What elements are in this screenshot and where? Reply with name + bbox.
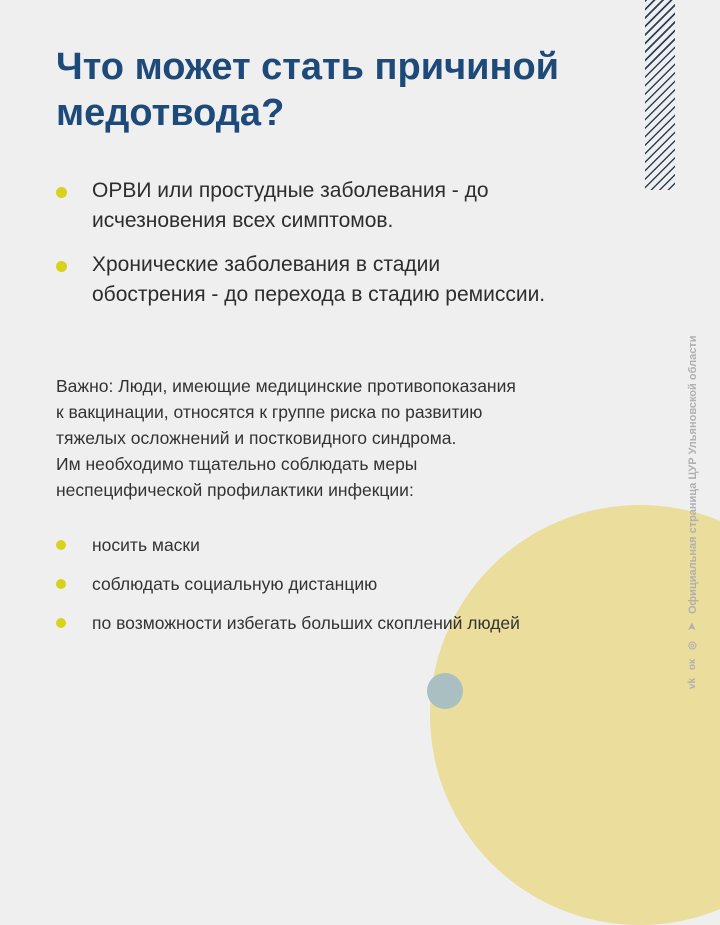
note-line: к вакцинации, относятся к группе риска по развитию <box>56 402 483 422</box>
note-line: Важно: Люди, имеющие медицинские противопоказания <box>56 376 516 396</box>
bullet-dot <box>56 579 66 589</box>
decorative-hatch-stripe <box>645 0 675 190</box>
bullet-dot <box>56 261 67 272</box>
list-item <box>56 532 656 558</box>
list-item-text: по возможности избегать больших скоплений людей <box>92 613 520 633</box>
list-item-text: ОРВИ или простудные заболевания - до исчезновения всех симптомов. <box>92 179 489 232</box>
note-line: Им необходимо тщательно соблюдать меры <box>56 454 418 474</box>
telegram-icon: ➤ <box>687 622 698 631</box>
odnoklassniki-icon: ок <box>687 658 698 671</box>
list-item <box>56 176 556 236</box>
list-item <box>56 571 656 597</box>
decorative-small-circle <box>427 673 463 709</box>
list-item-text: Хронические заболевания в стадии обострения - до перехода в стадию ремиссии. <box>92 253 546 306</box>
list-item <box>56 610 656 636</box>
side-caption-text: Официальная страница ЦУР Ульяновской области <box>686 335 699 614</box>
bullet-dot <box>56 187 67 198</box>
bullet-dot <box>56 540 66 550</box>
page-title: Что может стать причиной медотвода? <box>56 46 560 134</box>
list-item-text: носить маски <box>92 535 200 555</box>
note-line: тяжелых осложнений и постковидного синдрома. <box>56 428 457 448</box>
list-item <box>56 250 556 310</box>
important-note <box>56 373 636 503</box>
list-item-text: соблюдать социальную дистанцию <box>92 574 378 594</box>
prevention-measures-list <box>56 532 656 649</box>
instagram-icon: ◎ <box>687 641 698 650</box>
note-line: неспецифической профилактики инфекции: <box>56 480 414 500</box>
vk-icon: vk <box>687 677 698 690</box>
side-caption <box>686 336 699 690</box>
bullet-dot <box>56 618 66 628</box>
causes-list <box>56 176 556 324</box>
